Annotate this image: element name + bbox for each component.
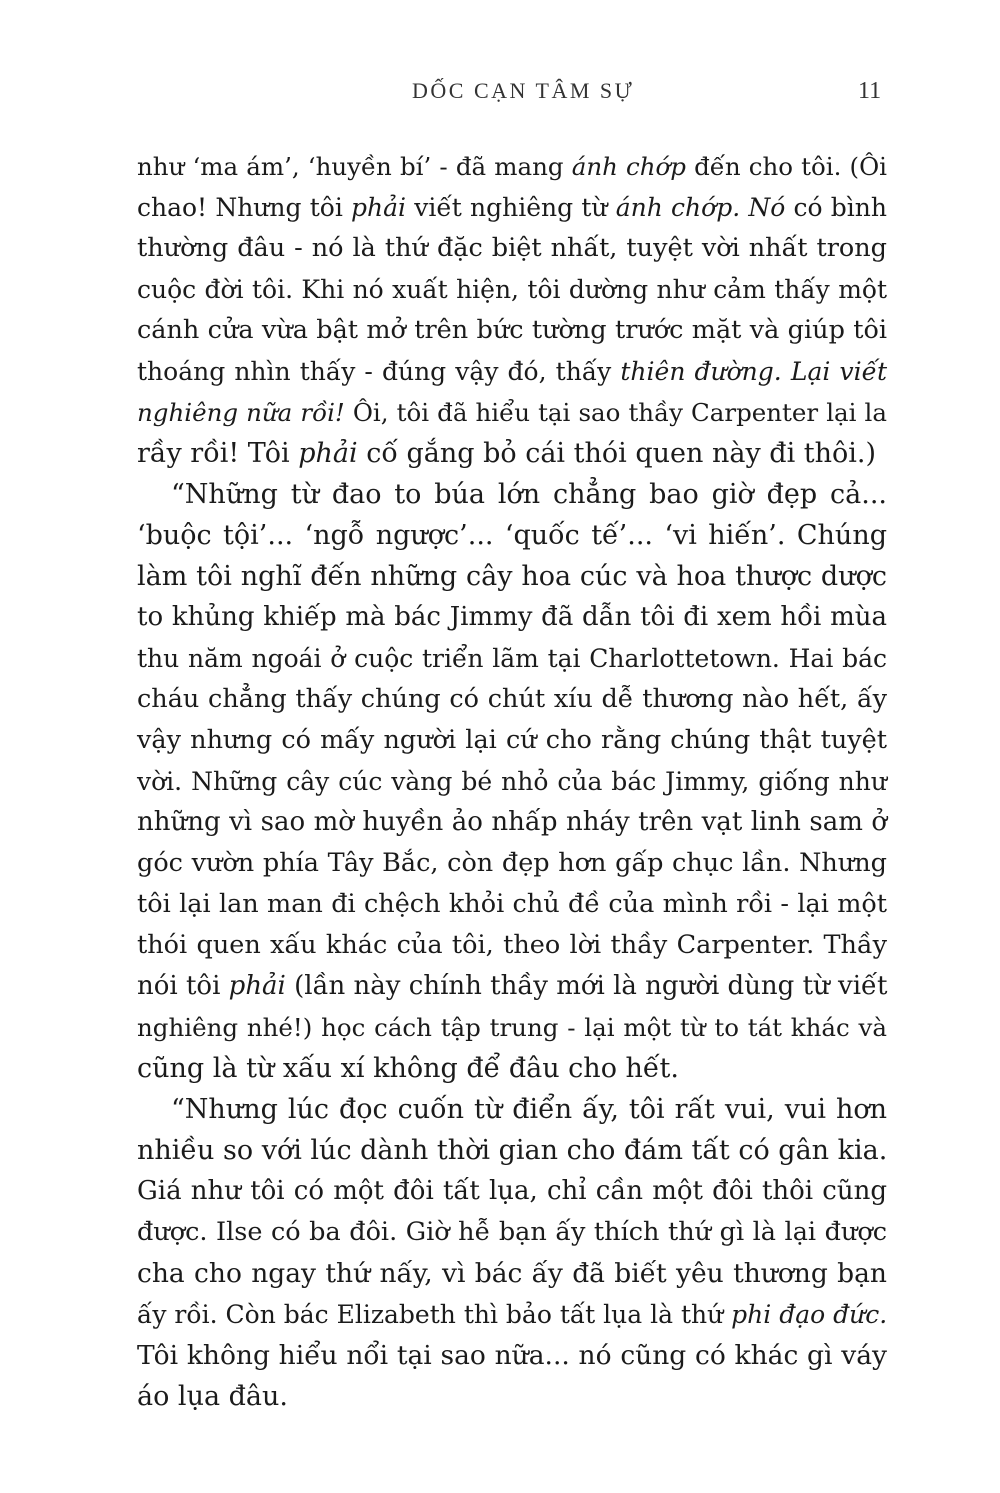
text-run: chao! Nhưng tôi xyxy=(137,193,352,222)
text-line xyxy=(137,638,887,679)
text-line xyxy=(137,884,887,925)
text-run: (lần này chính thầy mới là người dùng từ viết xyxy=(285,971,888,1001)
text-run: cha cho ngay thứ nấy, vì bác ấy đã biết yêu thương bạn xyxy=(137,1258,887,1289)
text-line xyxy=(137,1212,887,1253)
text-line xyxy=(137,474,887,515)
italic-text: thiên đường. Lại viết xyxy=(620,357,887,386)
text-run: thói quen xấu khác của tôi, theo lời thầy Carpenter. Thầy xyxy=(137,930,887,960)
body-text xyxy=(137,146,887,1417)
text-line xyxy=(137,802,887,843)
text-line xyxy=(137,1171,887,1212)
text-line xyxy=(137,1335,887,1376)
text-line xyxy=(137,433,887,474)
text-run: nhiều so với lúc dành thời gian cho đám tất có gân kia. xyxy=(137,1135,888,1166)
text-run: như ‘ma ám’, ‘huyền bí’ - đã mang xyxy=(137,152,572,181)
text-run: được. Ilse có ba đôi. Giờ hễ bạn ấy thích thứ gì là lại được xyxy=(137,1217,887,1247)
text-run: viết nghiêng từ xyxy=(406,193,616,222)
text-run: làm tôi nghĩ đến những cây hoa cúc và hoa thược dược xyxy=(137,561,887,592)
text-line xyxy=(137,187,887,228)
text-run: “Nhưng lúc đọc cuốn từ điển ấy, tôi rất vui, vui hơn xyxy=(171,1094,887,1125)
text-run: áo lụa đâu. xyxy=(137,1381,288,1412)
italic-text: ánh chớp xyxy=(571,152,686,181)
text-run: ấy rồi. Còn bác Elizabeth thì bảo tất lụa là thứ xyxy=(137,1300,732,1329)
text-run: thoáng nhìn thấy - đúng vậy đó, thấy xyxy=(137,357,621,386)
text-line xyxy=(137,1294,887,1335)
text-run: cháu chẳng thấy chúng có chút xíu dễ thương nào hết, ấy xyxy=(137,684,887,714)
text-run: tôi lại lan man đi chệch khỏi chủ đề của mình rồi - lại một xyxy=(137,889,887,919)
text-line xyxy=(137,1253,887,1294)
text-run: rầy rồi! Tôi xyxy=(137,438,299,469)
text-line xyxy=(137,146,887,187)
text-line xyxy=(137,1130,887,1171)
text-line xyxy=(137,966,887,1007)
text-line xyxy=(137,351,887,392)
text-run: Tôi không hiểu nổi tại sao nữa... nó cũng có khác gì váy xyxy=(137,1340,887,1371)
text-run: ‘buộc tội’... ‘ngỗ ngược’... ‘quốc tế’... ‘vi hiến’. Chúng xyxy=(137,520,887,551)
running-title: DỐC CẠN TÂM SỰ xyxy=(412,78,635,103)
text-run: những vì sao mờ huyền ảo nhấp nháy trên vạt linh sam ở xyxy=(137,807,887,837)
text-run: vậy nhưng có mấy người lại cứ cho rằng chúng thật tuyệt xyxy=(137,725,887,755)
paragraph xyxy=(137,474,887,1089)
text-run: Giá như tôi có một đôi tất lụa, chỉ cần một đôi thôi cũng xyxy=(137,1176,887,1206)
paragraph xyxy=(137,146,887,474)
text-line xyxy=(137,761,887,802)
italic-text: phải xyxy=(228,971,286,1001)
text-run: cố gắng bỏ cái thói quen này đi thôi.) xyxy=(357,438,877,469)
text-run: nghiêng nhé!) học cách tập trung - lại một từ to tát khác và xyxy=(137,1013,887,1042)
italic-text: phải xyxy=(351,193,407,222)
running-header xyxy=(0,78,1000,108)
text-run: thường đâu - nó là thứ đặc biệt nhất, tuyệt vời nhất trong xyxy=(137,233,887,263)
text-line xyxy=(137,392,887,433)
text-line xyxy=(137,556,887,597)
text-line xyxy=(137,269,887,310)
text-run: thu năm ngoái ở cuộc triển lãm tại Charlottetown. Hai bác xyxy=(137,644,887,673)
text-line xyxy=(137,515,887,556)
italic-text: nghiêng nữa rồi! xyxy=(137,398,345,427)
text-run: góc vườn phía Tây Bắc, còn đẹp hơn gấp chục lần. Nhưng xyxy=(137,848,887,878)
text-line xyxy=(137,228,887,269)
italic-text: phải xyxy=(298,438,358,469)
text-run: cuộc đời tôi. Khi nó xuất hiện, tôi dường như cảm thấy một xyxy=(137,275,887,304)
text-line xyxy=(137,1089,887,1130)
text-run: to khủng khiếp mà bác Jimmy đã dẫn tôi đi xem hồi mùa xyxy=(137,602,887,632)
text-line xyxy=(137,597,887,638)
text-line xyxy=(137,310,887,351)
text-run: Ôi, tôi đã hiểu tại sao thầy Carpenter lại la xyxy=(344,398,887,427)
text-run: đến cho tôi. (Ôi xyxy=(685,152,888,181)
text-run: “Những từ đao to búa lớn chẳng bao giờ đẹp cả... xyxy=(171,479,887,510)
paragraph xyxy=(137,1089,887,1417)
text-line xyxy=(137,925,887,966)
text-line xyxy=(137,1376,887,1417)
italic-text: phi đạo đức. xyxy=(731,1300,888,1329)
text-run: cánh cửa vừa bật mở trên bức tường trước mặt và giúp tôi xyxy=(137,315,887,345)
text-run: nói tôi xyxy=(137,971,229,1001)
italic-text: ánh chớp. Nó xyxy=(615,193,786,222)
text-line xyxy=(137,843,887,884)
text-run: vời. Những cây cúc vàng bé nhỏ của bác Jimmy, giống như xyxy=(137,767,887,796)
text-line xyxy=(137,1048,887,1089)
text-run: có bình xyxy=(785,193,887,222)
text-line xyxy=(137,679,887,720)
text-line xyxy=(137,1007,887,1048)
text-run: cũng là từ xấu xí không để đâu cho hết. xyxy=(137,1053,679,1084)
text-line xyxy=(137,720,887,761)
page-number: 11 xyxy=(858,78,882,104)
